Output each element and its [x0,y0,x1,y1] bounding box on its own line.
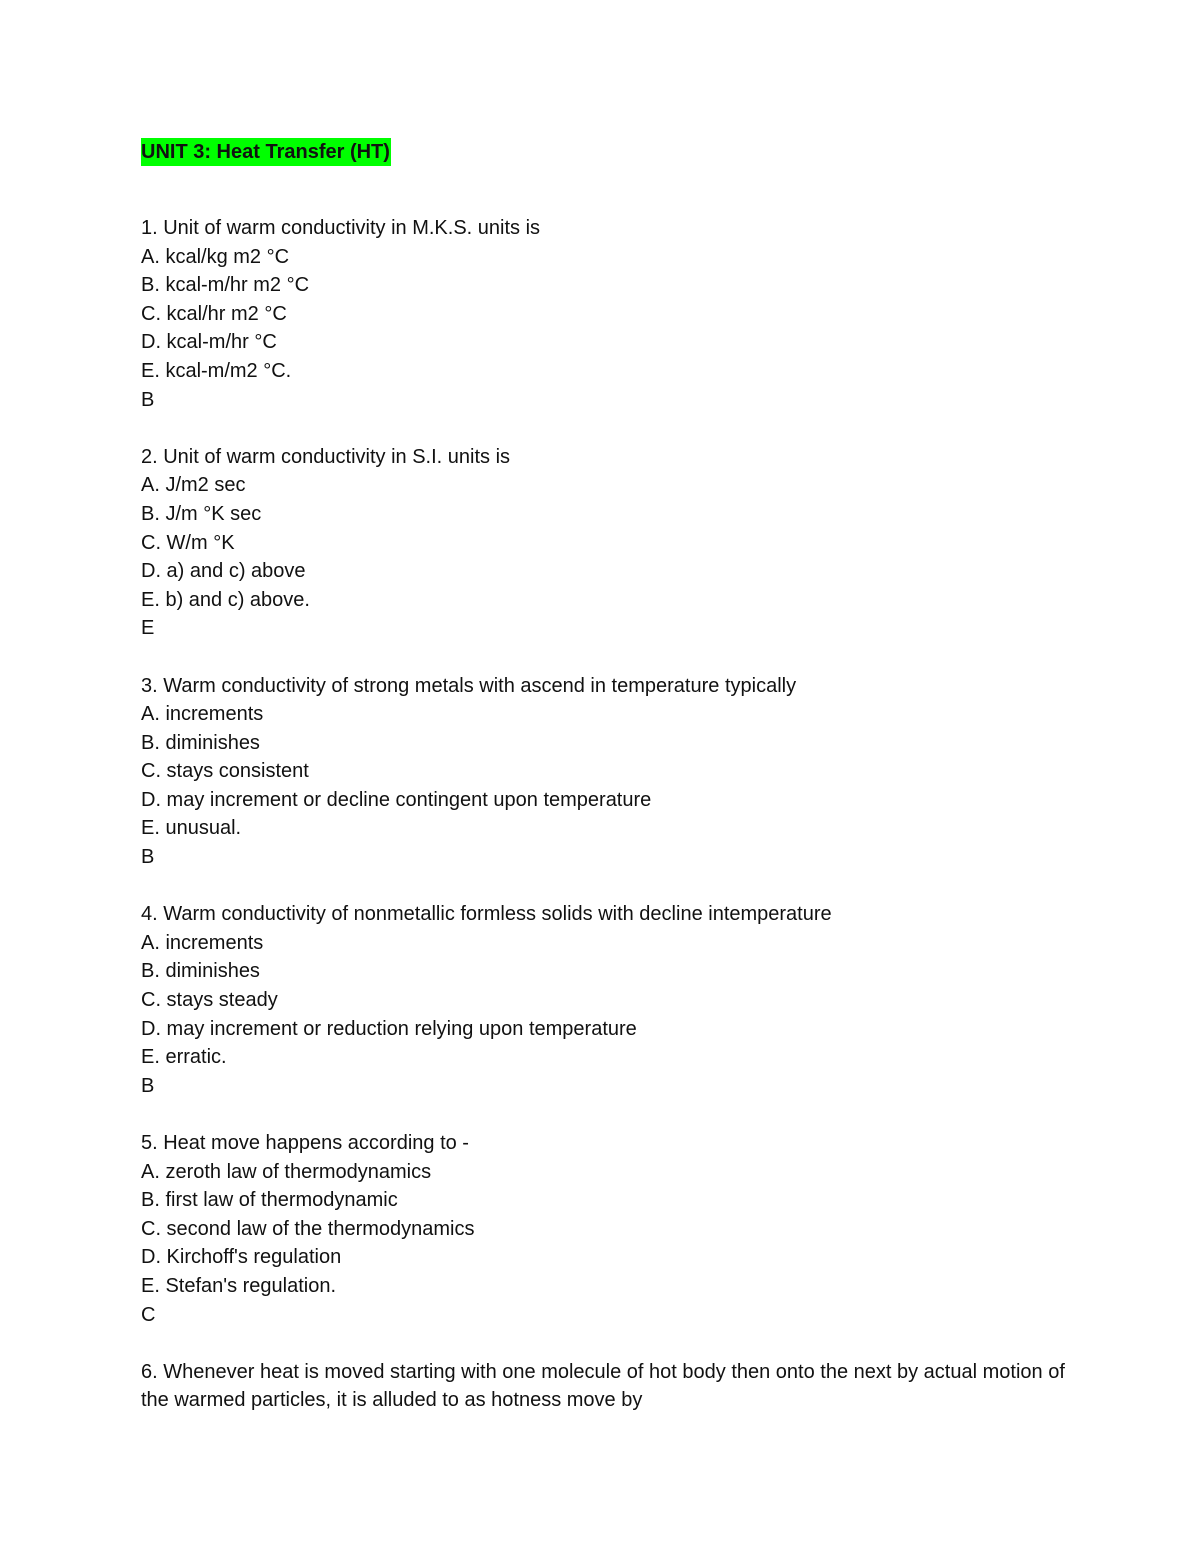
option-b: B. first law of thermodynamic [141,1189,398,1212]
option-b: B. kcal-m/hr m2 °C [141,274,310,297]
option-d: D. a) and c) above [141,560,306,583]
option-c: C. stays consistent [141,760,309,783]
option-b: B. diminishes [141,731,260,754]
option-a: A. kcal/kg m2 °C [141,245,290,268]
question-prompt: 5. Heat move happens according to - [141,1132,469,1154]
answer: E [141,617,155,640]
answer: C [141,1303,156,1326]
option-e: E. erratic. [141,1046,227,1069]
answer: B [141,846,155,869]
document-page [141,138,1071,1415]
option-e: E. Stefan's regulation. [141,1274,337,1297]
question-prompt: 1. Unit of warm conductivity in M.K.S. units is [141,217,541,239]
option-a: A. zeroth law of thermodynamics [141,1160,432,1183]
option-c: C. W/m °K [141,531,235,554]
option-d: D. may increment or reduction relying upon temperature [141,1017,637,1040]
question-prompt: 4. Warm conductivity of nonmetallic formless solids with decline intemperature [141,903,832,926]
document-title: UNIT 3: Heat Transfer (HT) [141,138,391,166]
question-prompt: 6. Whenever heat is moved starting with one molecule of hot body then onto the next by actual motion of the warmed particles, it is alluded to as hotness move by [141,1360,1071,1412]
option-c: C. second law of the thermodynamics [141,1217,475,1240]
option-a: A. increments [141,931,264,954]
question-prompt: 3. Warm conductivity of strong metals with ascend in temperature typically [141,674,797,697]
option-a: A. increments [141,703,264,726]
question-1 [141,214,1071,414]
question-list [141,214,1071,1415]
option-e: E. unusual. [141,817,242,840]
question-4 [141,900,1071,1100]
option-e: E. kcal-m/m2 °C. [141,359,292,382]
option-c: C. kcal/hr m2 °C [141,302,287,325]
question-6 [141,1358,1071,1415]
option-d: D. Kirchoff's regulation [141,1246,342,1269]
option-b: B. J/m °K sec [141,502,262,525]
option-d: D. may increment or decline contingent upon temperature [141,788,652,811]
question-prompt: 2. Unit of warm conductivity in S.I. units is [141,445,511,468]
question-5 [141,1129,1071,1329]
option-c: C. stays steady [141,989,278,1012]
option-a: A. J/m2 sec [141,474,246,497]
question-3 [141,672,1071,872]
option-d: D. kcal-m/hr °C [141,331,277,354]
answer: B [141,388,155,411]
option-e: E. b) and c) above. [141,588,310,611]
option-b: B. diminishes [141,960,260,983]
question-2 [141,443,1071,643]
answer: B [141,1074,155,1097]
